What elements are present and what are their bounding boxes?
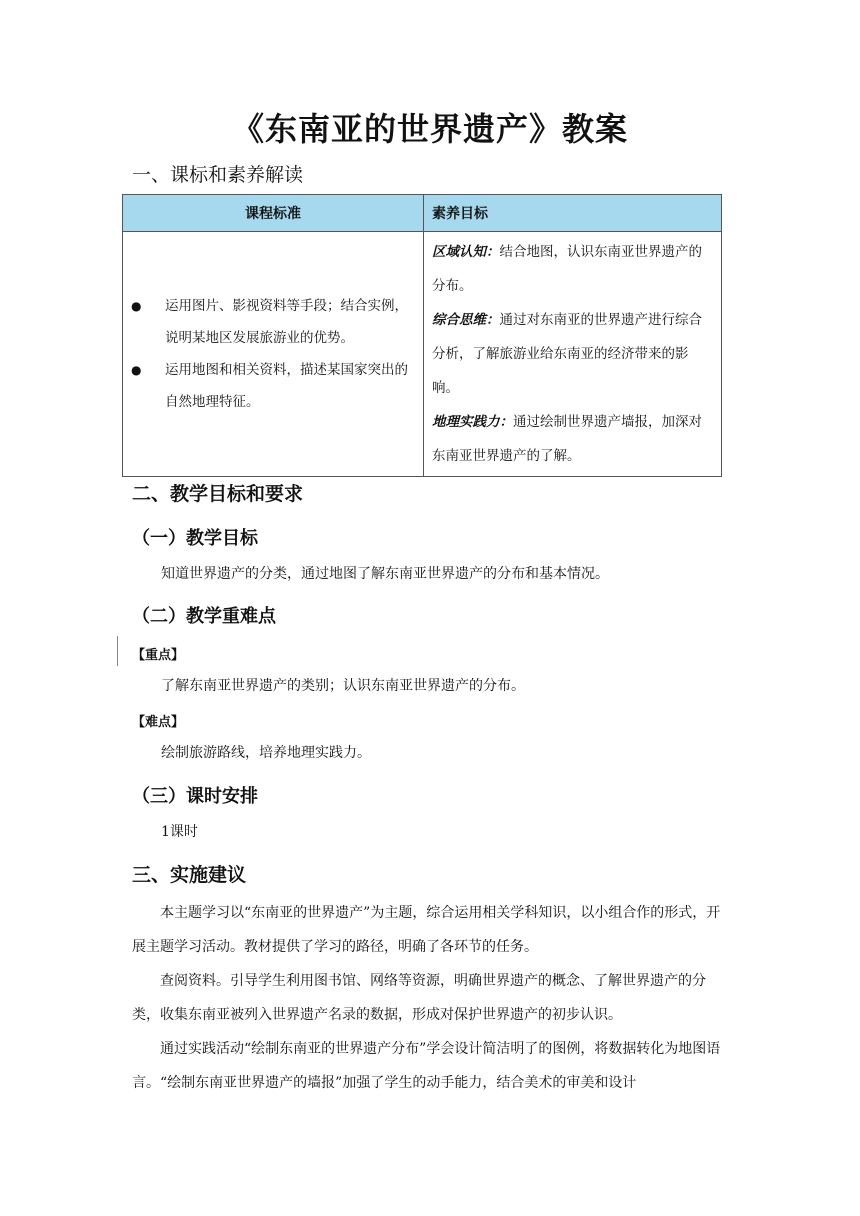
page-title: 《东南亚的世界遗产》教案 (231, 110, 628, 148)
goal-key: 综合思维： (432, 312, 500, 328)
difficulty-text: 绘制旅游路线，培养地理实践力。 (161, 745, 371, 761)
difficulty-label: 【难点】 (132, 715, 185, 730)
goal-text: 通过对东南亚的世界遗产进行综合分析，了解旅游业给东南亚的经济带来的影响。 (432, 312, 702, 396)
key-label: 【重点】 (132, 648, 185, 663)
paragraph: 查阅资料。引导学生利用图书馆、网络等资源，明确世界遗产的概念、了解世界遗产的分类，收集东南亚被列入世界遗产名录的数据，形成对保护世界遗产的初步认识。 (132, 973, 706, 1023)
section2-heading: 二、教学目标和要求 (132, 483, 304, 505)
paragraph: 本主题学习以“东南亚的世界遗产”为主题，综合运用相关学科知识，以小组合作的形式，开展主题学习活动。教材提供了学习的路径，明确了各环节的任务。 (132, 905, 721, 955)
goal-key: 区域认知： (432, 244, 500, 260)
paragraph: 通过实践活动“绘制东南亚的世界遗产分布”学会设计简洁明了的图例，将数据转化为地图语言。“绘制东南亚世界遗产的墙报”加强了学生的动手能力，结合美术的审美和设计 (132, 1041, 721, 1091)
goal-item (432, 235, 713, 303)
standard-text: 运用地图和相关资料，描述某国家突出的自然地理特征。 (165, 362, 408, 410)
standard-text: 运用图片、影视资料等手段；结合实例，说明某地区发展旅游业的优势。 (165, 298, 408, 346)
bullet-icon: ● (131, 299, 142, 313)
key-text: 了解东南亚世界遗产的类别；认识东南亚世界遗产的分布。 (161, 678, 525, 694)
section3-heading: 三、实施建议 (132, 864, 247, 886)
standards-table (122, 194, 722, 477)
goal-item (432, 303, 713, 405)
list-item (127, 290, 415, 354)
table-header-goal: 素养目标 (424, 195, 722, 232)
sub1-heading: （一）教学目标 (132, 528, 258, 549)
goal-text: 结合地图，认识东南亚世界遗产的分布。 (432, 244, 702, 294)
sub2-heading: （二）教学重难点 (132, 606, 276, 627)
margin-marker (117, 636, 118, 666)
sub3-heading: （三）课时安排 (132, 786, 258, 807)
goal-text: 通过绘制世界遗产墙报，加深对东南亚世界遗产的了解。 (432, 414, 702, 464)
sub1-text: 知道世界遗产的分类，通过地图了解东南亚世界遗产的分布和基本情况。 (161, 566, 609, 582)
table-header-standard: 课程标准 (123, 195, 424, 232)
goals-cell (424, 232, 722, 477)
standards-cell (123, 232, 424, 477)
goal-key: 地理实践力： (432, 414, 513, 430)
sub3-text: 1课时 (161, 824, 198, 840)
goal-item (432, 405, 713, 473)
bullet-icon: ● (131, 363, 142, 377)
list-item (127, 354, 415, 418)
section1-heading: 一、课标和素养解读 (132, 164, 304, 186)
